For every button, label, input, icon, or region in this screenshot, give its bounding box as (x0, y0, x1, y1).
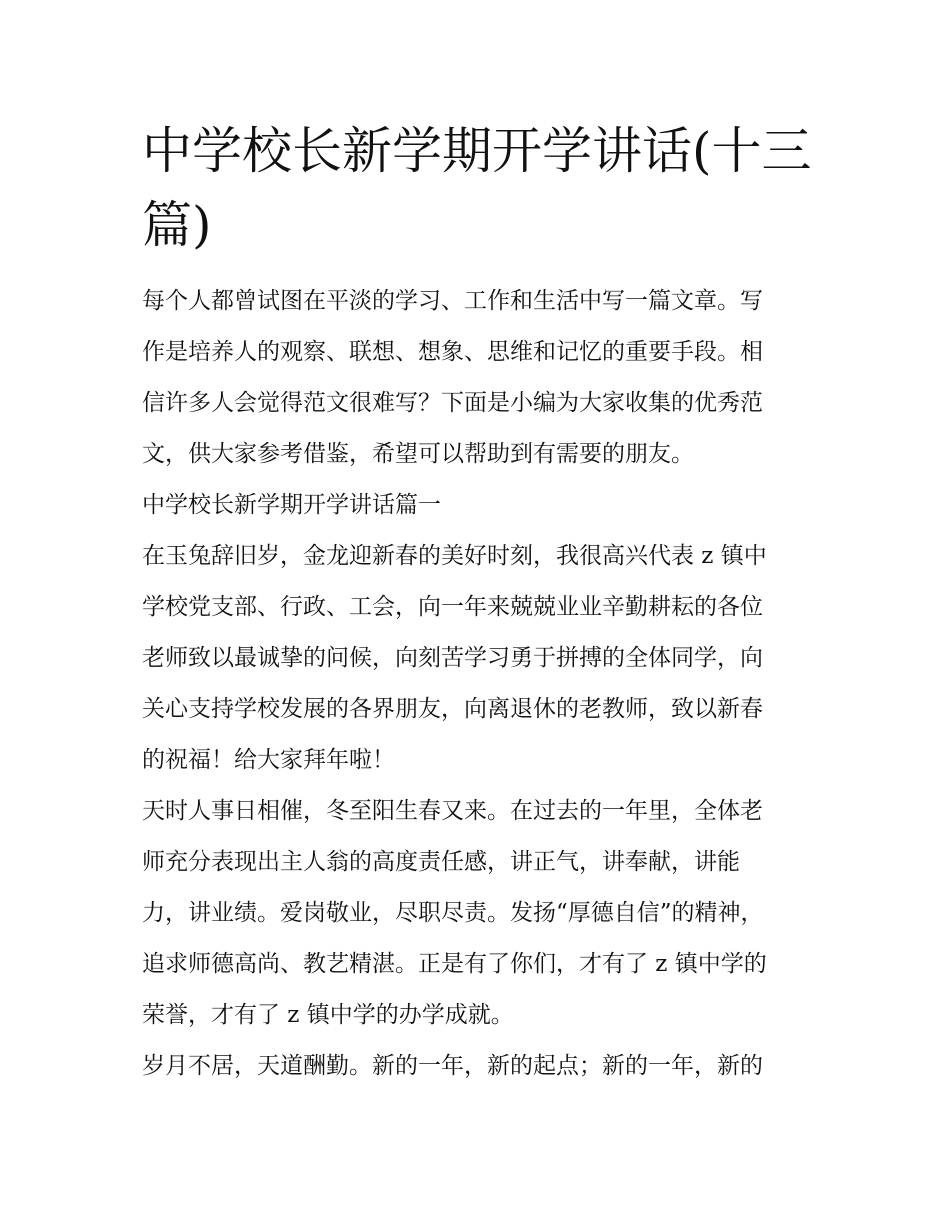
paragraph-review-line-4: 追求师德高尚、教艺精湛。正是有了你们，才有了 z 镇中学的 (142, 951, 767, 977)
document-title (142, 114, 832, 262)
paragraph-greeting-line-1: 在玉兔辞旧岁，金龙迎新春的美好时刻，我很高兴代表 z 镇中 (142, 543, 767, 569)
document-title-line-2: 篇) (142, 196, 212, 254)
paragraph-newyear-line-1: 岁月不居，天道酬勤。新的一年，新的起点；新的一年，新的 (142, 1053, 763, 1079)
paragraph-greeting-line-5: 的祝福！给大家拜年啦！ (142, 747, 395, 773)
document-title-line-1: 中学校长新学期开学讲话(十三 (142, 122, 812, 180)
paragraph-review-line-3: 力，讲业绩。爱岗敬业，尽职尽责。发扬“厚德自信”的精神， (142, 900, 764, 926)
paragraph-review-line-5: 荣誉，才有了 z 镇中学的办学成就。 (142, 1002, 514, 1028)
paragraph-greeting-line-3: 老师致以最诚挚的问候，向刻苦学习勇于拼搏的全体同学，向 (142, 645, 763, 671)
section-heading-1: 中学校长新学期开学讲话篇一 (142, 492, 441, 518)
paragraph-greeting-line-4: 关心支持学校发展的各界朋友，向离退休的老教师，致以新春 (142, 696, 763, 722)
paragraph-intro-line-1: 每个人都曾试图在平淡的学习、工作和生活中写一篇文章。写 (142, 288, 763, 314)
paragraph-intro-line-3: 信许多人会觉得范文很难写？下面是小编为大家收集的优秀范 (142, 390, 763, 416)
paragraph-review-line-2: 师充分表现出主人翁的高度责任感，讲正气，讲奉献，讲能 (142, 849, 740, 875)
paragraph-intro-line-2: 作是培养人的观察、联想、想象、思维和记忆的重要手段。相 (142, 339, 763, 365)
paragraph-intro-line-4: 文，供大家参考借鉴，希望可以帮助到有需要的朋友。 (142, 441, 694, 467)
paragraph-greeting-line-2: 学校党支部、行政、工会，向一年来兢兢业业辛勤耕耘的各位 (142, 594, 763, 620)
paragraph-review-line-1: 天时人事日相催，冬至阳生春又来。在过去的一年里，全体老 (142, 798, 763, 824)
